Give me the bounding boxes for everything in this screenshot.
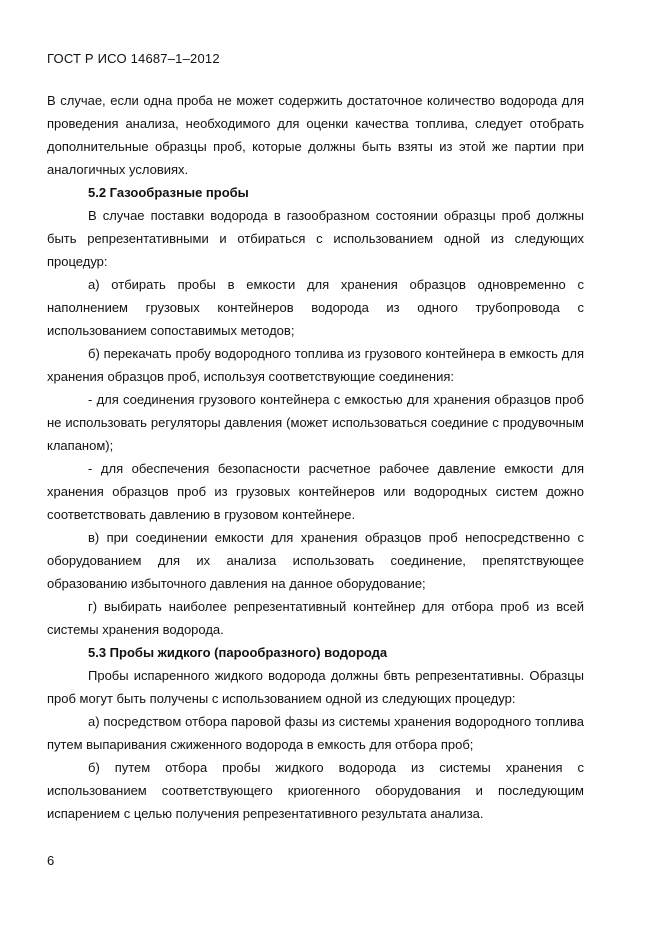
section-heading-5-3: 5.3 Пробы жидкого (парообразного) водорода: [88, 645, 388, 660]
list-item-a: а) посредством отбора паровой фазы из системы хранения водородного топлива путем выпаривания сжиженного водорода в емкость для отбора проб;: [47, 714, 584, 752]
intro-paragraph: В случае, если одна проба не может содержить достаточное количество водорода для проведения анализа, необходимого для оценки качества топлива, следует отобрать дополнительные образцы проб, которые должны быть взяты из этой же партии при аналогичных условиях.: [47, 93, 584, 177]
list-item-v: в) при соединении емкости для хранения образцов проб непосредственно с оборудованием для их анализа использовать соединение, препятствующее образованию избыточного давления на данное оборудование;: [47, 530, 584, 591]
paragraph: Пробы испаренного жидкого водорода должны бвть репрезентативны. Образцы проб могут быть получены с использованием одной из следующих процедур:: [47, 668, 584, 706]
page-number: 6: [47, 853, 55, 868]
list-item-g: г) выбирать наиболее репрезентативный контейнер для отбора проб из всей системы хранения водорода.: [47, 599, 584, 637]
dash-item: - для обеспечения безопасности расчетное рабочее давление емкости для хранения образцов проб из грузовых контейнеров или водородных систем дожно соответствовать давлению в грузовом контейнере.: [47, 461, 584, 522]
paragraph: В случае поставки водорода в газообразном состоянии образцы проб должны быть репрезентативными и отбираться с использованием одной из следующих процедур:: [47, 208, 584, 269]
list-item-b: б) путем отбора пробы жидкого водорода из системы хранения с использованием соответствующего криогенного оборудования и последующим испарением с целью получения репрезентативного результата анализа.: [47, 760, 584, 821]
document-header: ГОСТ Р ИСО 14687–1–2012: [47, 51, 220, 66]
dash-item: - для соединения грузового контейнера с емкостью для хранения образцов проб не использовать регуляторы давления (может использоваться соединие с продувочным клапаном);: [47, 392, 584, 453]
list-item-a: а) отбирать пробы в емкости для хранения образцов одновременно с наполнением грузовых контейнеров водорода из одного трубопровода с использованием сопоставимых методов;: [47, 277, 584, 338]
section-heading-5-2: 5.2 Газообразные пробы: [88, 185, 249, 200]
document-body: [47, 89, 584, 825]
list-item-b: б) перекачать пробу водородного топлива из грузового контейнера в емкость для хранения образцов проб, используя соответствующие соединения:: [47, 346, 584, 384]
